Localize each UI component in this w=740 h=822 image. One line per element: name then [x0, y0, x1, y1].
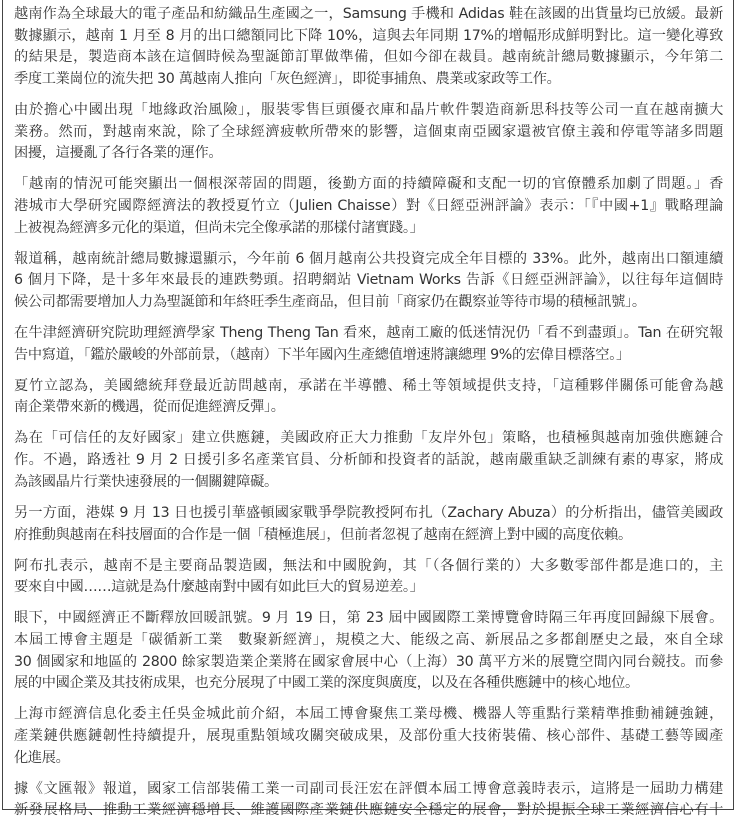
text-line: 眼下，中國經濟正不斷釋放回暖訊號。9 月 19 日，第 23 屆中國國際工業博覽會時隔三年再度回歸線下展會。	[14, 610, 723, 627]
text-line: 另一方面，港媒 9 月 13 日也援引華盛頓國家戰爭學院教授阿布扎（Zachary Abuza）的分析指出，儘管美國政	[14, 504, 723, 521]
text-line: 據《文匯報》報道，國家工信部裝備工業一司副司長汪宏在評價本屆工博會意義時表示，這將是一屆助力構建	[14, 780, 723, 797]
paragraph	[14, 4, 723, 91]
text-line: 告中寫道，「鑑於嚴峻的外部前景，（越南）下半年國內生產總值增速將讓總理 9%的宏偉目標落空。」	[14, 346, 630, 363]
paragraph	[14, 100, 723, 165]
text-line: 30 個國家和地區的 2800 餘家製造業企業將在國家會展中心（上海）30 萬平方米的展覽空間內同台競技。而參	[14, 653, 723, 670]
paragraph	[14, 249, 723, 314]
text-line: 為在「可信任的友好國家」建立供應鏈，美國政府正大力推動「友岸外包」策略，也積極與越南加強供應鏈合	[14, 430, 723, 447]
document-page	[2, 0, 734, 819]
text-line: 上被視為經濟多元化的渠道，但尚未完全像承諾的那樣付諸實踐。」	[14, 219, 424, 236]
text-line: 候公司都需要增加人力為聖誕節和年終旺季生產商品，但目前「商家仍在觀察並等待市場的積極訊號」。	[14, 294, 646, 311]
text-line: 數據顯示，越南 1 月至 8 月的出口總額同比下降 10%，這與去年同期 17%的增幅形成鮮明對比。這一變化導致	[14, 27, 723, 44]
text-line: 在牛津經濟研究院助理經濟學家 Theng Theng Tan 看來，越南工廠的低迷情況仍「看不到盡頭」。Tan 在研究報	[14, 325, 723, 342]
text-line: 由於擔心中國出現「地緣政治風險」，服裝零售巨頭優衣庫和晶片軟件製造商新思科技等公司一直在越南擴大	[14, 102, 723, 119]
text-line: 府推動與越南在科技層面的合作是一個「積極進展」，但前者忽視了越南在經濟上對中國的高度依賴。	[14, 526, 632, 543]
text-line: 困擾，這擾亂了各行各業的運作。	[14, 145, 223, 162]
paragraph	[14, 376, 723, 419]
text-line: 業務。然而，對越南來說，除了全球經濟疲軟所帶來的影響，這個東南亞國家還被官僚主義和停電等諸多問題	[14, 123, 723, 140]
paragraph	[14, 556, 723, 599]
text-line: 報道稱，越南統計總局數據還顯示，今年前 6 個月越南公共投資完成全年目標的 33%。此外，越南出口額連續	[14, 250, 723, 267]
paragraph	[14, 779, 723, 822]
text-line: 南企業帶來新的機遇，從而促進經濟反彈」。	[14, 399, 285, 416]
text-line: 「越南的情況可能突顯出一個根深蒂固的問題，後勤方面的持續障礙和支配一切的官僚體系加劇了問題。」香	[14, 176, 723, 193]
text-line: 阿布扎表示，越南不是主要商品製造國，無法和中國脫鉤，其「（各個行業的）大多數零部件都是進口的，主	[14, 557, 723, 574]
paragraph	[14, 323, 723, 366]
text-line: 要來自中國……這就是為什麼越南對中國有如此巨大的貿易逆差。」	[14, 579, 424, 596]
text-line: 作。不過，路透社 9 月 2 日援引多名產業官員、分析師和投資者的話說，越南嚴重缺乏訓練有素的專家，將成	[14, 452, 723, 469]
text-line: 上海市經濟信息化委主任吳金城此前介紹，本屆工博會聚焦工業母機、機器人等重點行業精準推動補鏈強鏈，	[14, 706, 723, 723]
text-line: 本屆工博會主題是「碳循新工業 數聚新經濟」，規模之大、能级之高、新展品之多都創歷史之最，來自全球	[14, 631, 723, 648]
text-line: 越南作為全球最大的電子產品和紡織品生產國之一，Samsung 手機和 Adidas 鞋在該國的出貨量均已放緩。最新	[14, 6, 723, 22]
text-line: 季度工業崗位的流失把 30 萬越南人推向「灰色經濟」，即從事捕魚、農業或家政等工作。	[14, 71, 561, 88]
text-line: 新發展格局、推動工業經濟穩增長、維護國際產業鏈供應鏈安全穩定的展會，對於提振全球工業經濟信心有十	[14, 802, 723, 819]
paragraph	[14, 503, 723, 546]
paragraph	[14, 428, 723, 493]
paragraph	[14, 174, 723, 239]
paragraph	[14, 704, 723, 769]
text-line: 展的中國企業及其技術成果，也充分展現了中國工業的深度與廣度，以及在各種供應鏈中的核心地位。	[14, 675, 639, 692]
text-line: 為該國晶片行業快速發展的一個關鍵障礙。	[14, 473, 278, 490]
paragraph	[14, 608, 723, 695]
text-line: 化進展。	[14, 749, 70, 766]
text-line: 夏竹立認為，美國總統拜登最近訪問越南，承諾在半導體、稀土等領域提供支持，「這種夥伴關係可能會為越	[14, 377, 723, 394]
text-line: 產業鏈供應鏈韌性持續提升，展現重點領域攻關突破成果，及部份重大技術裝備、核心部件、基礎工藝等國產	[14, 727, 723, 744]
text-line: 港城市大學研究國際經濟法的教授夏竹立（Julien Chaisse）對《日經亞洲評論》表示：「『中國+1』戰略理論	[14, 198, 723, 215]
text-line: 的結果是，製造商本該在這個時候為聖誕節訂單做準備，但如今卻在裁員。越南統計總局數據顯示，今年第二	[14, 49, 723, 66]
text-line: 6 個月下降，是十多年來最長的連跌勢頭。招聘網站 Vietnam Works 告訴《日經亞洲評論》，以往每年這個時	[14, 272, 723, 289]
